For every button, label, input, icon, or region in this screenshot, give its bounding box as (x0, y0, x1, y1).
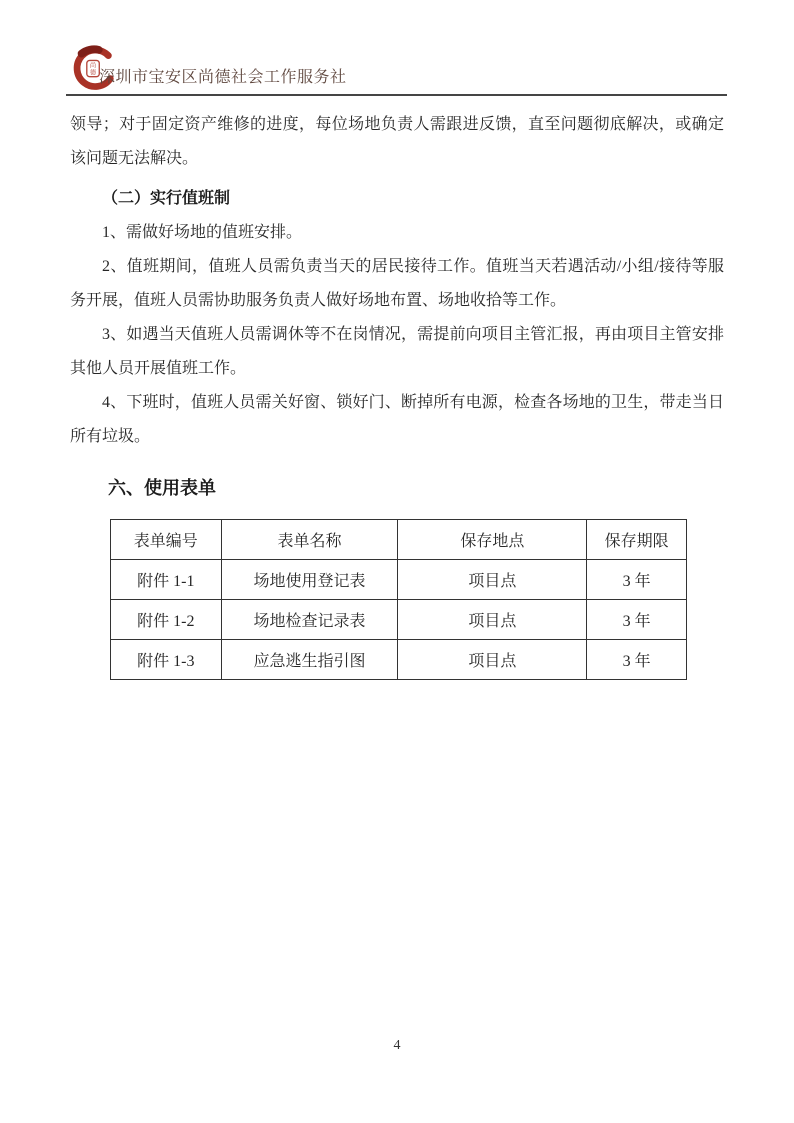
subsection-heading-duty-system: （二）实行值班制 (102, 190, 231, 207)
page-header (66, 0, 727, 96)
page-number: 4 (393, 1038, 401, 1053)
duty-item-2: 2、值班期间，值班人员需负责当天的居民接待工作。值班当天若遇活动/小组/接待等服务开展，值班人员需协助服务负责人做好场地布置、场地收拾等工作。 (70, 258, 724, 309)
page-footer (0, 1038, 794, 1054)
paragraph-continuation: 领导；对于固定资产维修的进度，每位场地负责人需跟进反馈，直至问题彻底解决，或确定该问题无法解决。 (70, 116, 724, 167)
table-row (111, 600, 687, 640)
col-header-form-number: 表单编号 (111, 520, 222, 560)
cell-form-number: 附件 1-2 (111, 600, 222, 640)
table-header-row (111, 520, 687, 560)
duty-item-3: 3、如遇当天值班人员需调休等不在岗情况，需提前向项目主管汇报，再由项目主管安排其他人员开展值班工作。 (70, 326, 724, 377)
cell-storage-location: 项目点 (398, 560, 587, 600)
forms-table (110, 519, 687, 680)
cell-retention-period: 3 年 (587, 640, 687, 680)
svg-text:德: 德 (89, 69, 97, 77)
col-header-storage-location: 保存地点 (398, 520, 587, 560)
cell-form-name: 场地检查记录表 (221, 600, 398, 640)
cell-storage-location: 项目点 (398, 640, 587, 680)
document-body (70, 108, 724, 680)
col-header-retention-period: 保存期限 (587, 520, 687, 560)
duty-item-1: 1、需做好场地的值班安排。 (102, 224, 303, 241)
duty-item-4: 4、下班时，值班人员需关好窗、锁好门、断掉所有电源，检查各场地的卫生，带走当日所有垃圾。 (70, 394, 724, 445)
cell-form-name: 场地使用登记表 (221, 560, 398, 600)
section-heading-forms: 六、使用表单 (108, 478, 216, 498)
cell-retention-period: 3 年 (587, 600, 687, 640)
cell-storage-location: 项目点 (398, 600, 587, 640)
table-row (111, 560, 687, 600)
cell-form-number: 附件 1-1 (111, 560, 222, 600)
organization-name: 深圳市宝安区尚德社会工作服务社 (99, 69, 347, 86)
col-header-form-name: 表单名称 (221, 520, 398, 560)
cell-form-name: 应急逃生指引图 (221, 640, 398, 680)
svg-text:尚: 尚 (89, 62, 97, 70)
table-row (111, 640, 687, 680)
cell-retention-period: 3 年 (587, 560, 687, 600)
cell-form-number: 附件 1-3 (111, 640, 222, 680)
